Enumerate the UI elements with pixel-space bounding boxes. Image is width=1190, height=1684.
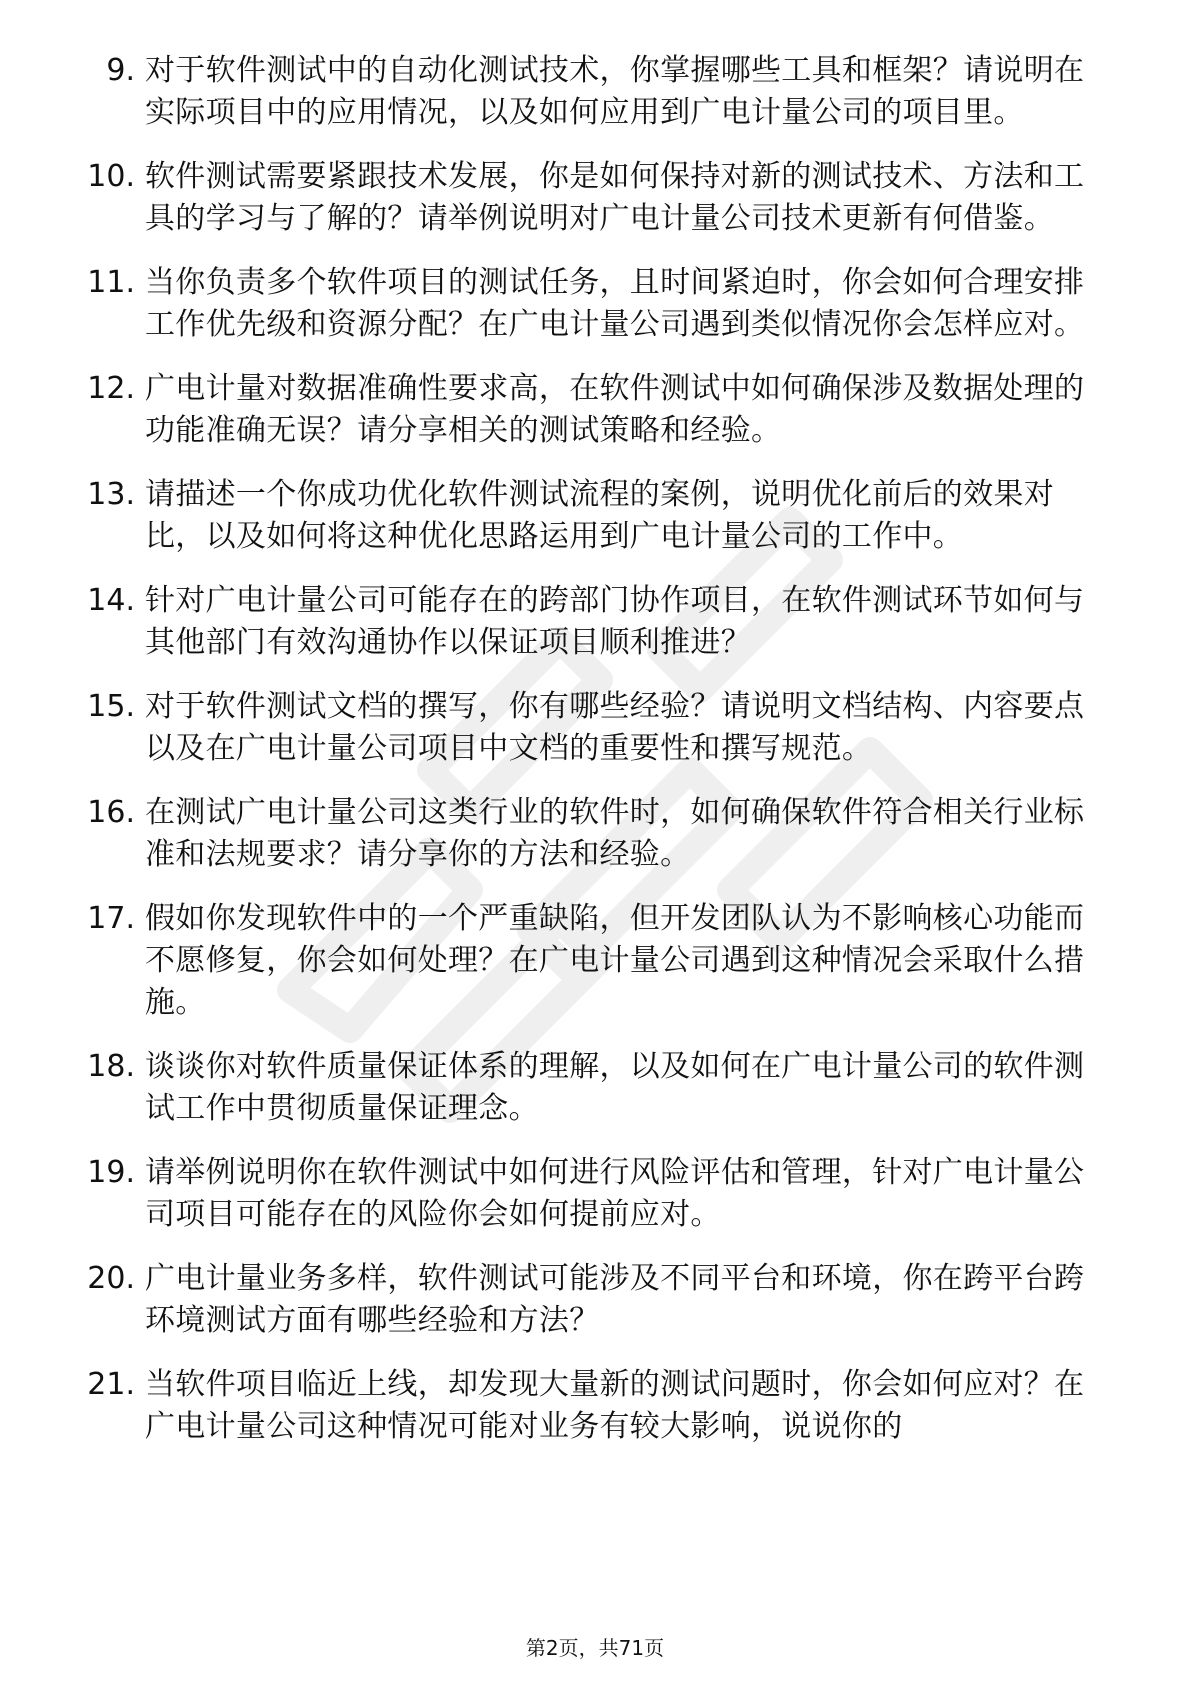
question-text: 广电计量业务多样，软件测试可能涉及不同平台和环境，你在跨平台跨环境测试方面有哪些经验和方法？ — [145, 1261, 1085, 1338]
list-item — [0, 898, 1190, 1024]
question-number: 9. — [106, 53, 135, 88]
question-text: 请举例说明你在软件测试中如何进行风险评估和管理，针对广电计量公司项目可能存在的风险你会如何提前应对。 — [145, 1155, 1085, 1232]
question-text: 广电计量对数据准确性要求高，在软件测试中如何确保涉及数据处理的功能准确无误？请分享相关的测试策略和经验。 — [145, 371, 1085, 448]
question-number: 15. — [87, 689, 135, 724]
question-text: 谈谈你对软件质量保证体系的理解，以及如何在广电计量公司的软件测试工作中贯彻质量保证理念。 — [145, 1049, 1085, 1126]
question-number: 16. — [87, 795, 135, 830]
list-item — [0, 792, 1190, 876]
list-item — [0, 1364, 1190, 1448]
page-footer: 第2页，共71页 — [525, 1636, 665, 1660]
list-item — [0, 156, 1190, 240]
list-item — [0, 686, 1190, 770]
question-list — [0, 50, 1190, 1470]
list-item — [0, 1258, 1190, 1342]
list-item — [0, 50, 1190, 134]
question-number: 20. — [87, 1261, 135, 1296]
question-text: 软件测试需要紧跟技术发展，你是如何保持对新的测试技术、方法和工具的学习与了解的？请举例说明对广电计量公司技术更新有何借鉴。 — [145, 159, 1085, 236]
question-number: 19. — [87, 1155, 135, 1190]
question-text: 针对广电计量公司可能存在的跨部门协作项目，在软件测试环节如何与其他部门有效沟通协作以保证项目顺利推进？ — [145, 583, 1085, 660]
question-number: 21. — [87, 1367, 135, 1402]
question-text: 假如你发现软件中的一个严重缺陷，但开发团队认为不影响核心功能而不愿修复，你会如何处理？在广电计量公司遇到这种情况会采取什么措施。 — [145, 901, 1085, 1020]
list-item — [0, 262, 1190, 346]
question-text: 在测试广电计量公司这类行业的软件时，如何确保软件符合相关行业标准和法规要求？请分享你的方法和经验。 — [145, 795, 1085, 872]
question-number: 13. — [87, 477, 135, 512]
list-item — [0, 1046, 1190, 1130]
question-text: 对于软件测试文档的撰写，你有哪些经验？请说明文档结构、内容要点以及在广电计量公司项目中文档的重要性和撰写规范。 — [145, 689, 1085, 766]
list-item — [0, 1152, 1190, 1236]
question-text: 请描述一个你成功优化软件测试流程的案例，说明优化前后的效果对比，以及如何将这种优化思路运用到广电计量公司的工作中。 — [145, 477, 1054, 554]
question-number: 11. — [87, 265, 135, 300]
question-number: 17. — [87, 901, 135, 936]
question-number: 14. — [87, 583, 135, 618]
question-number: 18. — [87, 1049, 135, 1084]
question-text: 当软件项目临近上线，却发现大量新的测试问题时，你会如何应对？在广电计量公司这种情况可能对业务有较大影响，说说你的 — [145, 1367, 1085, 1444]
question-text: 对于软件测试中的自动化测试技术，你掌握哪些工具和框架？请说明在实际项目中的应用情况，以及如何应用到广电计量公司的项目里。 — [145, 53, 1085, 130]
list-item — [0, 580, 1190, 664]
list-item — [0, 474, 1190, 558]
question-number: 12. — [87, 371, 135, 406]
question-number: 10. — [87, 159, 135, 194]
question-text: 当你负责多个软件项目的测试任务，且时间紧迫时，你会如何合理安排工作优先级和资源分配？在广电计量公司遇到类似情况你会怎样应对。 — [145, 265, 1085, 342]
list-item — [0, 368, 1190, 452]
